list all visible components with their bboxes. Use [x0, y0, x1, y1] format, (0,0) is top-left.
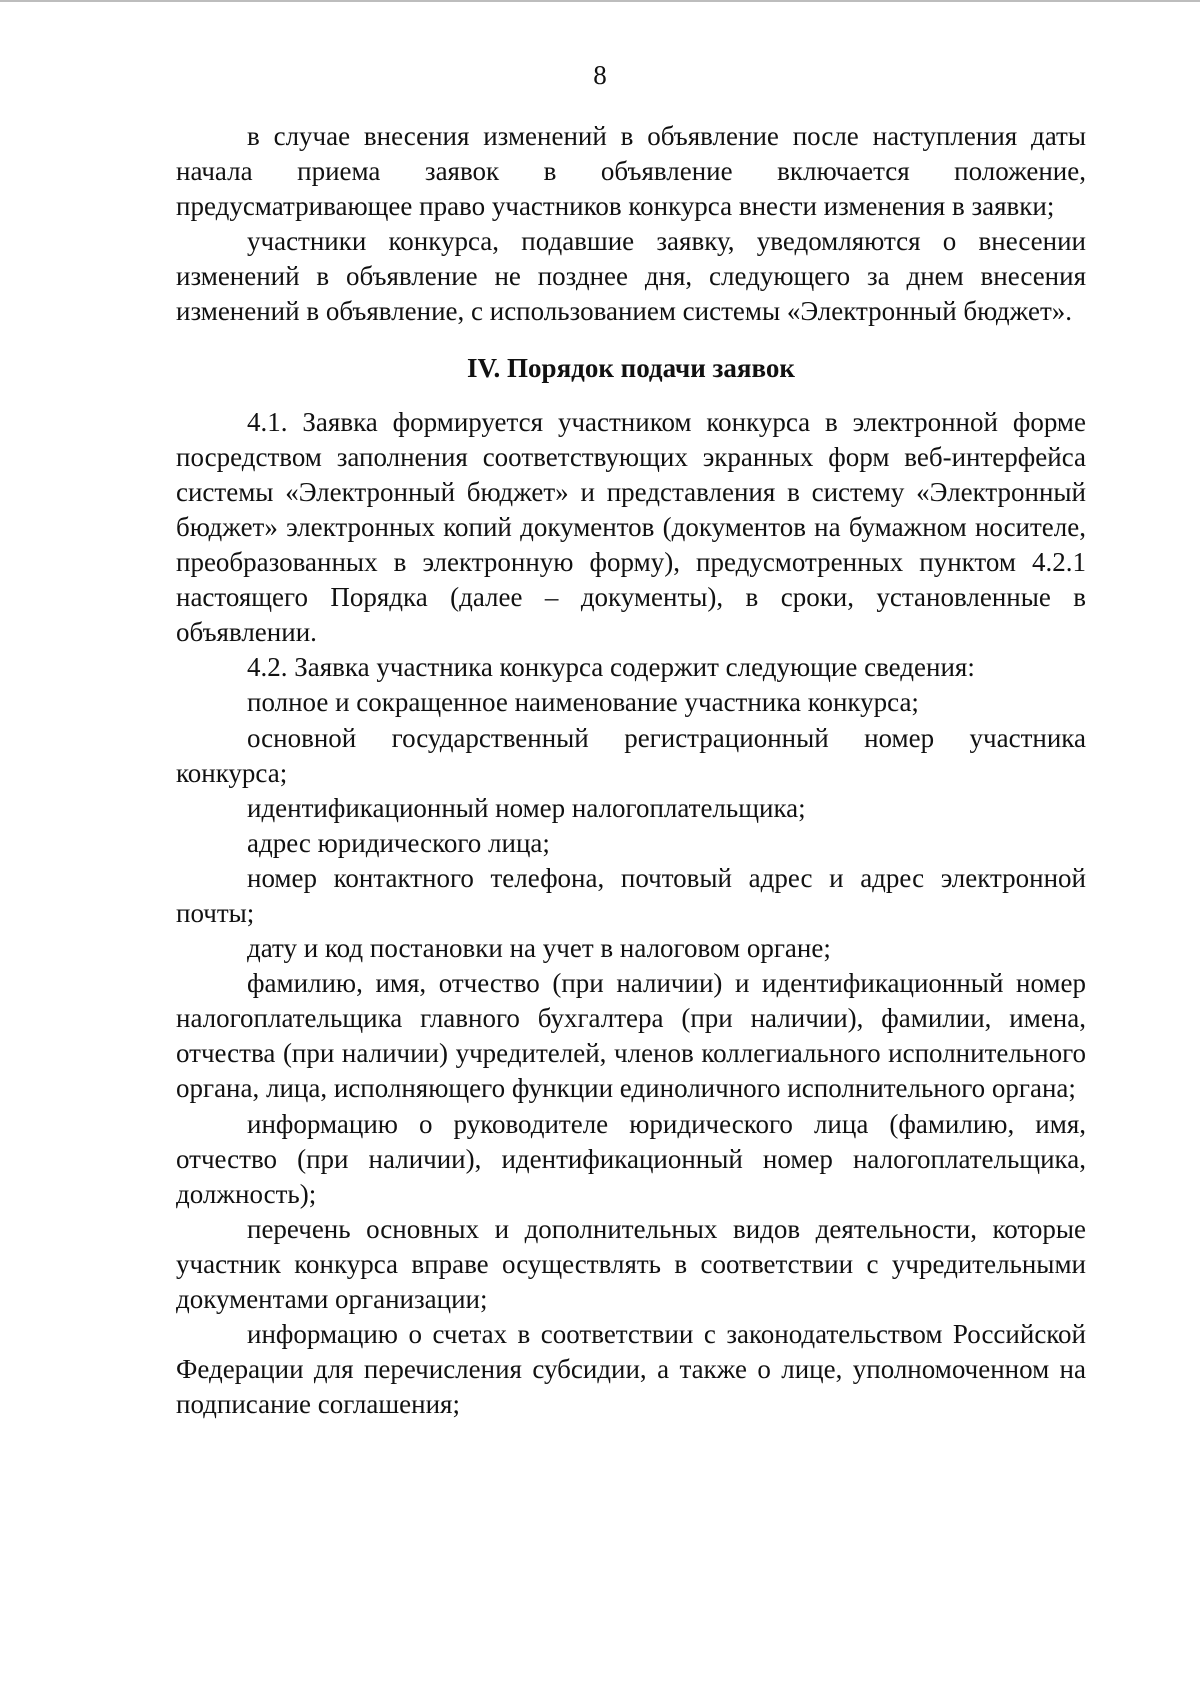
list-item: основной государственный регистрационный номер участника конкурса;	[176, 722, 1086, 788]
document-body	[176, 119, 1086, 1422]
list-item: информацию о руководителе юридического лица (фамилию, имя, отчество (при наличии), идентификационный номер налогоплательщика, должность);	[176, 1108, 1086, 1209]
list-item: полное и сокращенное наименование участника конкурса;	[247, 687, 919, 718]
paragraph: 4.1. Заявка формируется участником конкурса в электронной форме посредством заполнения соответствующих экранных форм веб-интерфейса системы «Электронный бюджет» и представления в систему «Электронный бюджет» электронных копий документов (документов на бумажном носителе, преобразованных в электронную форму), предусмотренных пунктом 4.2.1 настоящего Порядка (далее – документы), в сроки, установленные в объявлении.	[176, 406, 1086, 648]
section-heading: IV. Порядок подачи заявок	[467, 352, 795, 383]
list-item: идентификационный номер налогоплательщика;	[247, 792, 806, 823]
list-item: информацию о счетах в соответствии с законодательством Российской Федерации для перечисления субсидии, а также о лице, уполномоченном на подписание соглашения;	[176, 1319, 1086, 1420]
list-item: перечень основных и дополнительных видов деятельности, которые участник конкурса вправе осуществлять в соответствии с учредительными документами организации;	[176, 1213, 1086, 1314]
list-item: фамилию, имя, отчество (при наличии) и идентификационный номер налогоплательщика главного бухгалтера (при наличии), фамилии, имена, отчества (при наличии) учредителей, членов коллегиального исполнительного органа, лица, исполняющего функции единоличного исполнительного органа;	[176, 968, 1086, 1104]
paragraph: 4.2. Заявка участника конкурса содержит следующие сведения:	[247, 652, 975, 683]
paragraph: в случае внесения изменений в объявление после наступления даты начала приема заявок в объявление включается положение, предусматривающее право участников конкурса внести изменения в заявки;	[176, 121, 1086, 222]
list-item: дату и код постановки на учет в налоговом органе;	[247, 933, 831, 964]
page-number: 8	[593, 60, 607, 90]
list-item: адрес юридического лица;	[247, 827, 550, 858]
list-item: номер контактного телефона, почтовый адрес и адрес электронной почты;	[176, 862, 1086, 928]
scan-edge	[0, 0, 1200, 2]
paragraph: участники конкурса, подавшие заявку, уведомляются о внесении изменений в объявление не позднее дня, следующего за днем внесения изменений в объявление, с использованием системы «Электронный бюджет».	[176, 226, 1086, 327]
